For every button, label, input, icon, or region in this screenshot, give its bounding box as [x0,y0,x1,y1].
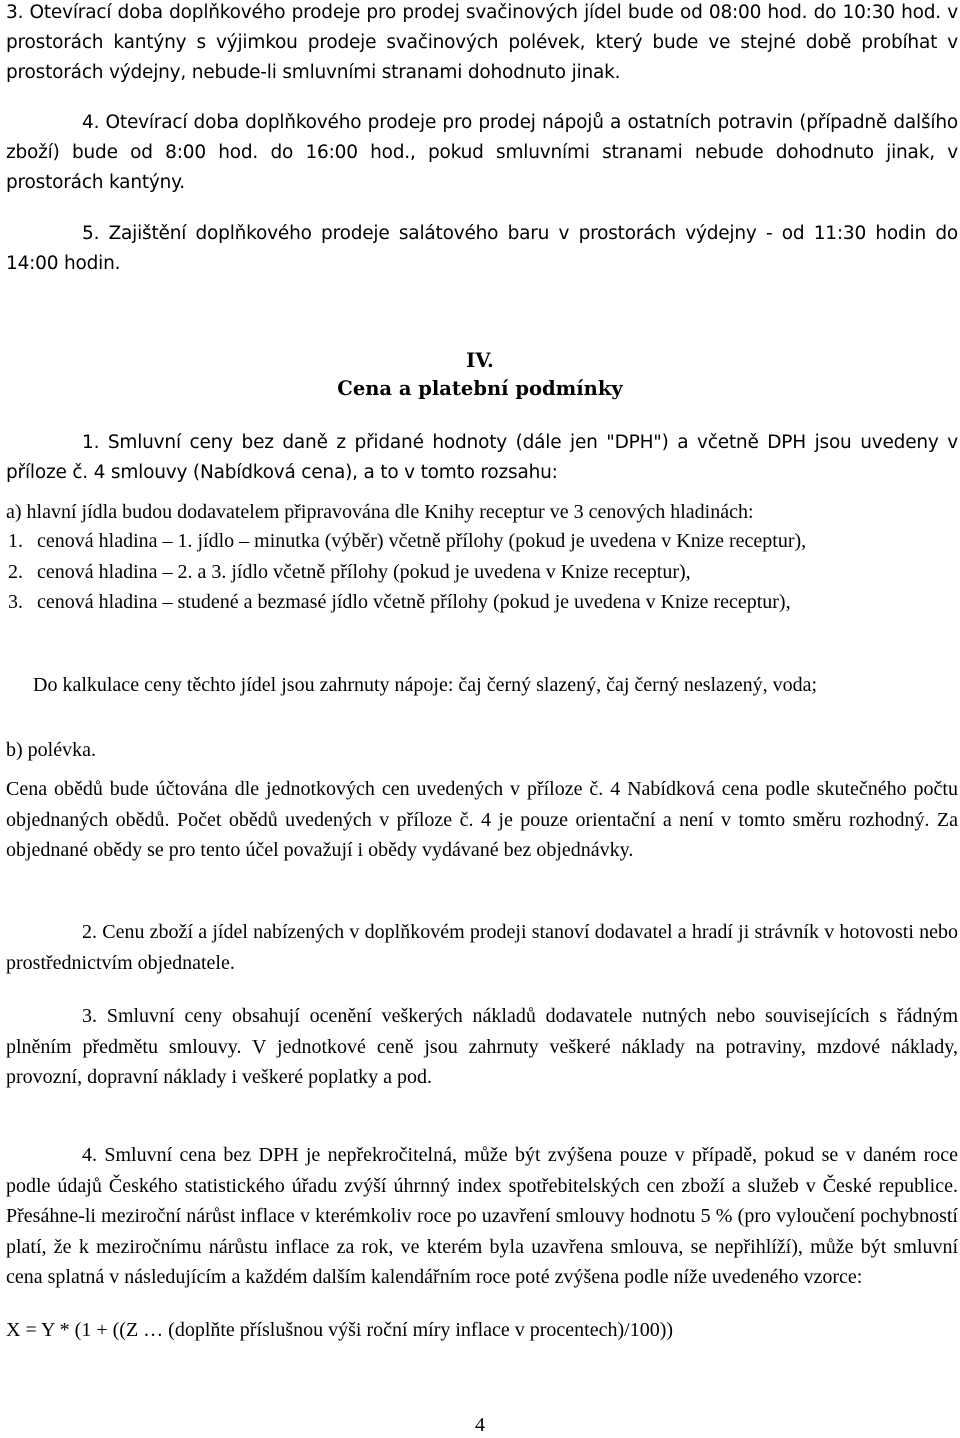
item-b: b) polévka. [6,739,96,761]
price-formula: X = Y * (1 + ((Z … (doplňte příslušnou výši roční míry inflace v procentech)/100)) [6,1319,674,1341]
price-level-number: 1. [8,530,23,552]
section-title: Cena a platební podmínky [337,377,623,400]
section-iv-paragraph-4: 4. Smluvní cena bez DPH je nepřekročitelná, může být zvýšena pouze v případě, pokud se v daném roce podle údajů Českého statistického úřadu zvýší úhrnný index spotřebitelských cen zboží a služeb v České republice. Přesáhne-li meziroční nárůst inflace v kterémkoliv roce po uzavření smlouvy hodnotu 5 % (pro vyloučení pochybností platí, že k meziročnímu nárůstu inflace za rok, ve kterém byla uzavřena smlouva, se nepřihlíží), může být smluvní cena splatná v následujícím a každém dalším kalendářním roce poté zvýšena podle níže uvedeného vzorce: [6,1144,958,1288]
section-iv-paragraph-2: 2. Cenu zboží a jídel nabízených v doplňkovém prodeji stanoví dodavatel a hradí ji strávník v hotovosti nebo prostřednictvím objednatele. [6,921,958,974]
price-level-text: cenová hladina – studené a bezmasé jídlo včetně přílohy (pokud je uvedena v Knize receptur), [37,591,791,613]
price-level-text: cenová hladina – 1. jídlo – minutka (výběr) včetně přílohy (pokud je uvedena v Knize receptur), [37,530,807,552]
price-level-list [8,526,958,618]
item-a: a) hlavní jídla budou dodavatelem připravována dle Knihy receptur ve 3 cenových hladinách: [6,501,754,523]
lunch-billing-paragraph: Cena obědů bude účtována dle jednotkových cen uvedených v příloze č. 4 Nabídková cena podle skutečného počtu objednaných obědů. Počet obědů uvedených v příloze č. 4 je pouze orientační a není v tomto směru rozhodný. Za objednané obědy se pro tento účel považují i obědy vydávané bez objednávky. [6,778,958,861]
price-level-item [8,557,958,588]
paragraph-5: 5. Zajištění doplňkového prodeje salátového baru v prostorách výdejny - od 11:30 hodin do 14:00 hodin. [6,223,958,274]
paragraph-3: 3. Otevírací doba doplňkového prodeje pro prodej svačinových jídel bude od 08:00 hod. do 10:30 hod. v prostorách kantýny s výjimkou prodeje svačinových polévek, který bude ve stejné době probíhat v prostorách výdejny, nebude-li smluvními stranami dohodnuto jinak. [6,2,958,83]
section-iv-paragraph-1: 1. Smluvní ceny bez daně z přidané hodnoty (dále jen "DPH") a včetně DPH jsou uvedeny v příloze č. 4 smlouvy (Nabídková cena), a to v tomto rozsahu: [6,432,958,483]
drinks-note: Do kalkulace ceny těchto jídel jsou zahrnuty nápoje: čaj černý slazený, čaj černý neslazený, voda; [33,674,818,696]
page-number: 4 [475,1414,485,1436]
paragraph-4: 4. Otevírací doba doplňkového prodeje pro prodej nápojů a ostatních potravin (případně dalšího zboží) bude od 8:00 hod. do 16:00 hod., pokud smluvními stranami nebude dohodnuto jinak, v prostorách kantýny. [6,112,958,193]
section-iv-paragraph-3: 3. Smluvní ceny obsahují ocenění veškerých nákladů dodavatele nutných nebo souvisejících s řádným plněním předmětu smlouvy. V jednotkové ceně jsou zahrnuty veškeré náklady na potraviny, mzdové náklady, provozní, dopravní náklady i veškeré poplatky a pod. [6,1005,958,1088]
price-level-number: 2. [8,560,23,583]
price-level-item [8,587,958,618]
section-number: IV. [466,349,494,372]
price-level-item [8,526,958,557]
price-level-number: 3. [8,591,23,613]
price-level-text: cenová hladina – 2. a 3. jídlo včetně přílohy (pokud je uvedena v Knize receptur), [37,560,691,583]
